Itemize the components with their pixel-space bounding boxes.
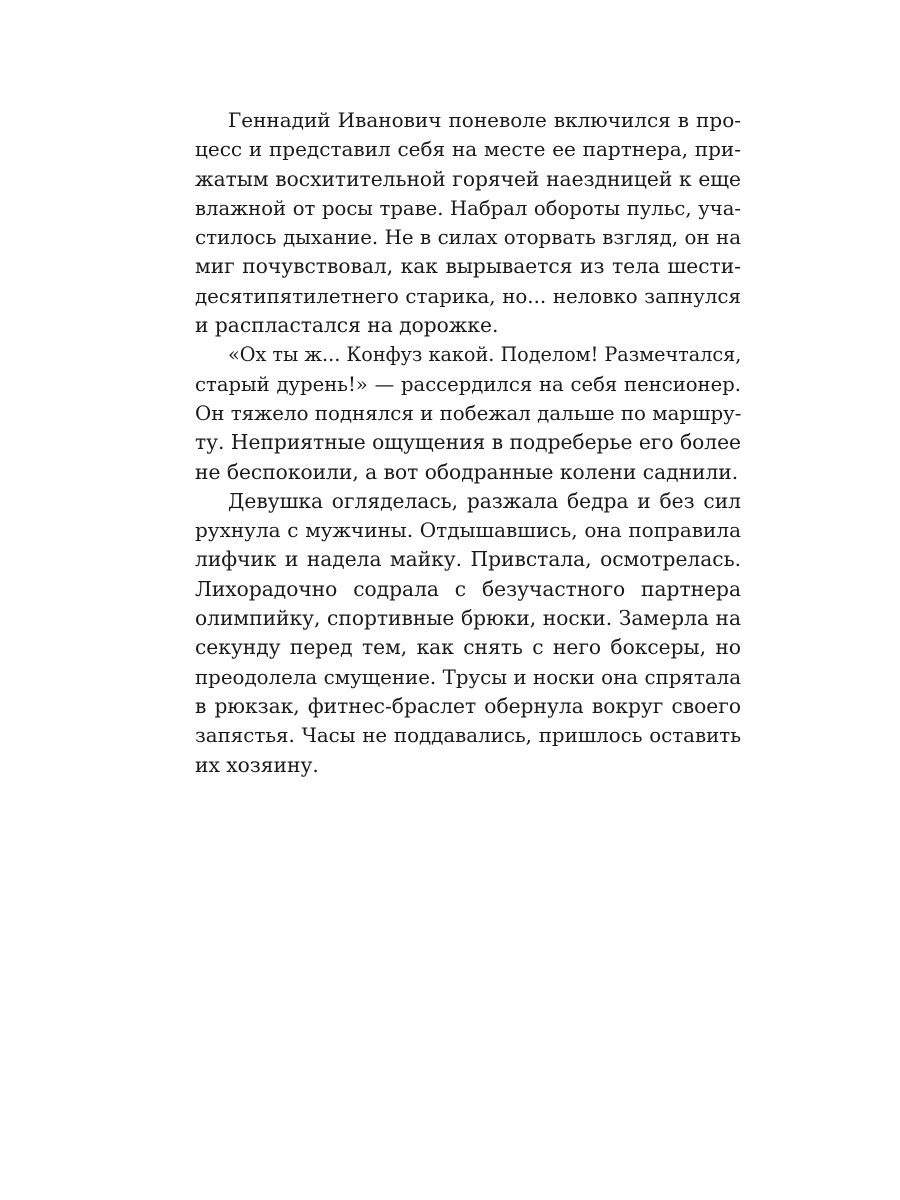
text-line: десятипятилетнего старика, но... неловко запнулся xyxy=(195,284,741,308)
text-line: старый дурень!» — рассердился на себя пенсионер. xyxy=(195,372,741,396)
text-line: в рюкзак, фитнес-браслет обернула вокруг своего xyxy=(195,693,741,718)
text-line: и распластался на дорожке. xyxy=(195,313,499,338)
paragraph xyxy=(195,487,741,780)
body-text xyxy=(195,106,741,780)
text-line: олимпийку, спортивные брюки, носки. Замерла на xyxy=(195,606,741,631)
text-line: миг почувствовал, как вырывается из тела шести- xyxy=(195,254,741,279)
text-line: лифчик и надела майку. Привстала, осмотрелась. xyxy=(195,547,741,572)
text-line: влажной от росы траве. Набрал обороты пульс, уча- xyxy=(195,196,741,220)
text-line: секунду перед тем, как снять с него боксеры, но xyxy=(195,635,741,660)
text-line: рухнула с мужчины. Отдышавшись, она поправила xyxy=(195,518,741,543)
text-line: Девушка огляделась, разжала бедра и без сил xyxy=(228,488,741,513)
text-line: запястья. Часы не поддавались, пришлось оставить xyxy=(195,724,741,748)
text-line: Лихорадочно содрала с безучастного партнера xyxy=(195,576,741,601)
text-line: цесс и представил себя на месте ее партнера, при- xyxy=(195,137,741,162)
text-line: не беспокоили, а вот ободранные колени саднили. xyxy=(195,459,739,484)
paragraph xyxy=(195,340,741,486)
paragraph xyxy=(195,106,741,340)
text-line: ту. Неприятные ощущения в подреберье его более xyxy=(195,430,741,455)
text-line: Он тяжело поднялся и побежал дальше по маршру- xyxy=(195,401,742,425)
text-line: стилось дыхание. Не в силах оторвать взгляд, он на xyxy=(195,226,741,250)
text-line: их хозяину. xyxy=(195,752,319,777)
text-line: жатым восхитительной горячей наездницей к еще xyxy=(195,166,741,191)
text-line: Геннадий Иванович поневоле включился в про- xyxy=(228,108,741,132)
text-line: «Ох ты ж... Конфуз какой. Поделом! Размечтался, xyxy=(228,343,742,367)
text-line: преодолела смущение. Трусы и носки она спрятала xyxy=(195,665,741,689)
